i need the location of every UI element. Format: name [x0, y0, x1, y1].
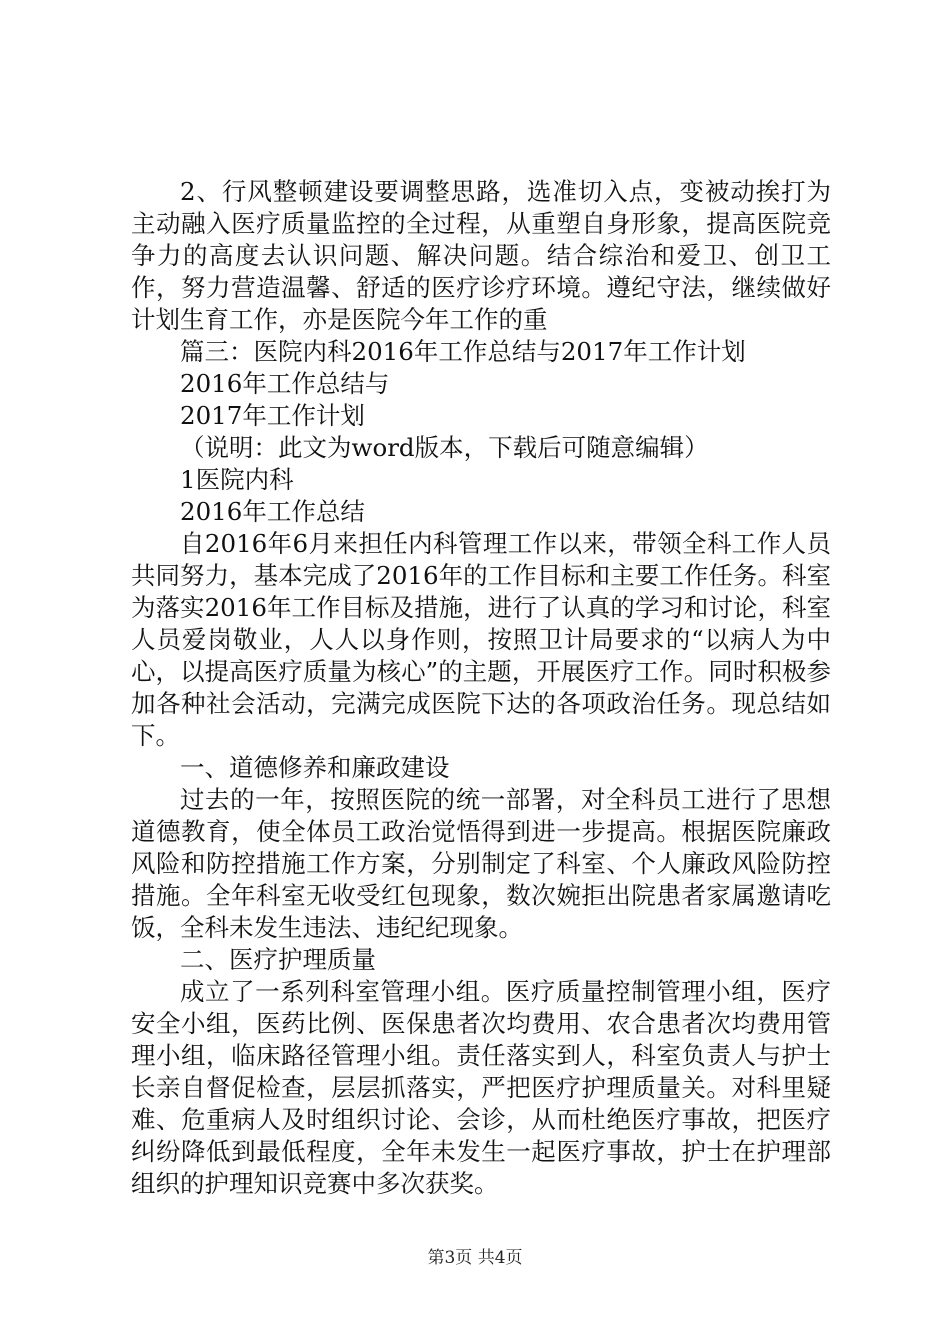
- paragraph-quality: 成立了一系列科室管理小组。医疗质量控制管理小组，医疗安全小组，医药比例、医保患者次均费用、农合患者次均费用管理小组，临床路径管理小组。责任落实到人，科室负责人与护士长亲自督促检查，层层抓落实，严把医疗护理质量关。对科里疑难、危重病人及时组织讨论、会诊，从而杜绝医疗事故，把医疗纠纷降低到最低程度，全年未发生一起医疗事故，护士在护理部组织的护理知识竞赛中多次获奖。: [131, 977, 831, 1198]
- editing-note: （说明：此文为word版本，下载后可随意编辑）: [180, 433, 709, 462]
- paragraph-discipline: 2、行风整顿建设要调整思路，选准切入点，变被动挨打为主动融入医疗质量监控的全过程，从重塑自身形象，提高医院竞争力的高度去认识问题、解决问题。结合综治和爱卫、创卫工作，努力营造温馨、舒适的医疗诊疗环境。遵纪守法，继续做好计划生育工作，亦是医院今年工作的重: [131, 177, 831, 334]
- page-number-footer: 第3页 共4页: [427, 1248, 523, 1268]
- paragraph-intro: 自2016年6月来担任内科管理工作以来，带领全科工作人员共同努力，基本完成了2016年的工作目标和主要工作任务。科室为落实2016年工作目标及措施，进行了认真的学习和讨论，科室人员爱岗敬业，人人以身作则，按照卫计局要求的“以病人为中心，以提高医疗质量为核心”的主题，开展医疗工作。同时积极参加各种社会活动，完满完成医院下达的各项政治任务。现总结如下。: [131, 529, 831, 750]
- department-heading: 1医院内科: [180, 465, 294, 494]
- subtitle-plan: 2017年工作计划: [180, 401, 365, 430]
- summary-heading: 2016年工作总结: [180, 497, 365, 526]
- document-body: [131, 176, 831, 1200]
- paragraph-ethics: 过去的一年，按照医院的统一部署，对全科员工进行了思想道德教育，使全体员工政治觉悟得到进一步提高。根据医院廉政风险和防控措施工作方案，分别制定了科室、个人廉政风险防控措施。全年科室无收受红包现象，数次婉拒出院患者家属邀请吃饭，全科未发生违法、违纪纪现象。: [131, 785, 831, 942]
- heading-ethics: 一、道德修养和廉政建设: [180, 753, 450, 782]
- heading-quality: 二、医疗护理质量: [180, 945, 376, 974]
- section-title-part-three: 篇三：医院内科2016年工作总结与2017年工作计划: [180, 337, 746, 366]
- subtitle-summary: 2016年工作总结与: [180, 369, 390, 398]
